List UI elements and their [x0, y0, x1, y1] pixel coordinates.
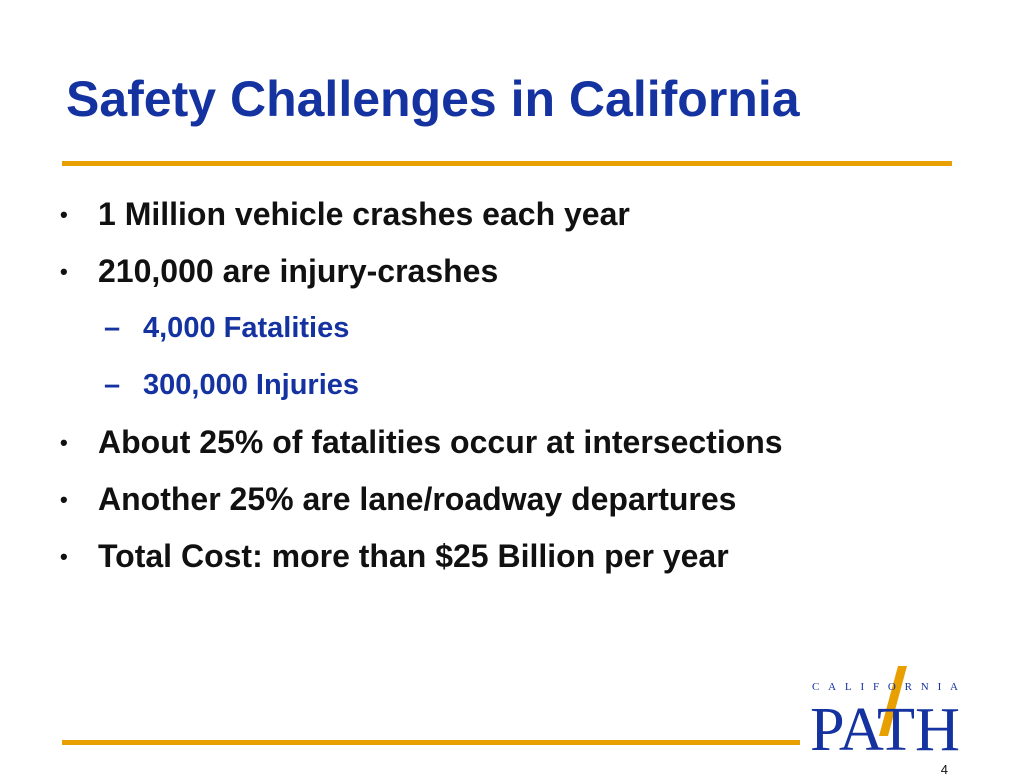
slide-title: Safety Challenges in California — [66, 71, 800, 127]
sub-bullet-text: 300,000 Injuries — [143, 369, 360, 401]
sub-bullet-item — [0, 357, 1024, 414]
bullet-marker: • — [60, 259, 68, 284]
sub-bullet-item — [0, 300, 1024, 357]
bullet-marker: • — [60, 202, 68, 227]
bullet-item — [0, 243, 1024, 300]
bottom-divider — [62, 740, 800, 745]
top-divider — [62, 161, 952, 166]
bullet-text: 1 Million vehicle crashes each year — [98, 196, 630, 232]
california-path-logo — [806, 664, 964, 764]
logo-main-text: PATH — [810, 696, 960, 764]
bullet-item — [0, 528, 1024, 585]
bullet-marker: • — [60, 430, 68, 455]
bullet-marker: • — [60, 544, 68, 569]
page-number: 4 — [940, 762, 948, 777]
bullet-text: Total Cost: more than $25 Billion per year — [98, 538, 729, 574]
logo-top-text: CALIFORNIA — [812, 681, 958, 693]
sub-bullet-marker: – — [104, 312, 121, 344]
bullet-item — [0, 471, 1024, 528]
bullet-text: Another 25% are lane/roadway departures — [98, 481, 737, 517]
bullet-text: 210,000 are injury-crashes — [98, 253, 499, 289]
bullet-item — [0, 414, 1024, 471]
bullet-list — [0, 186, 1024, 585]
bullet-item — [0, 186, 1024, 243]
bullet-marker: • — [60, 487, 68, 512]
sub-bullet-text: 4,000 Fatalities — [143, 312, 350, 344]
bullet-text: About 25% of fatalities occur at intersections — [98, 424, 783, 460]
sub-bullet-marker: – — [104, 369, 121, 401]
